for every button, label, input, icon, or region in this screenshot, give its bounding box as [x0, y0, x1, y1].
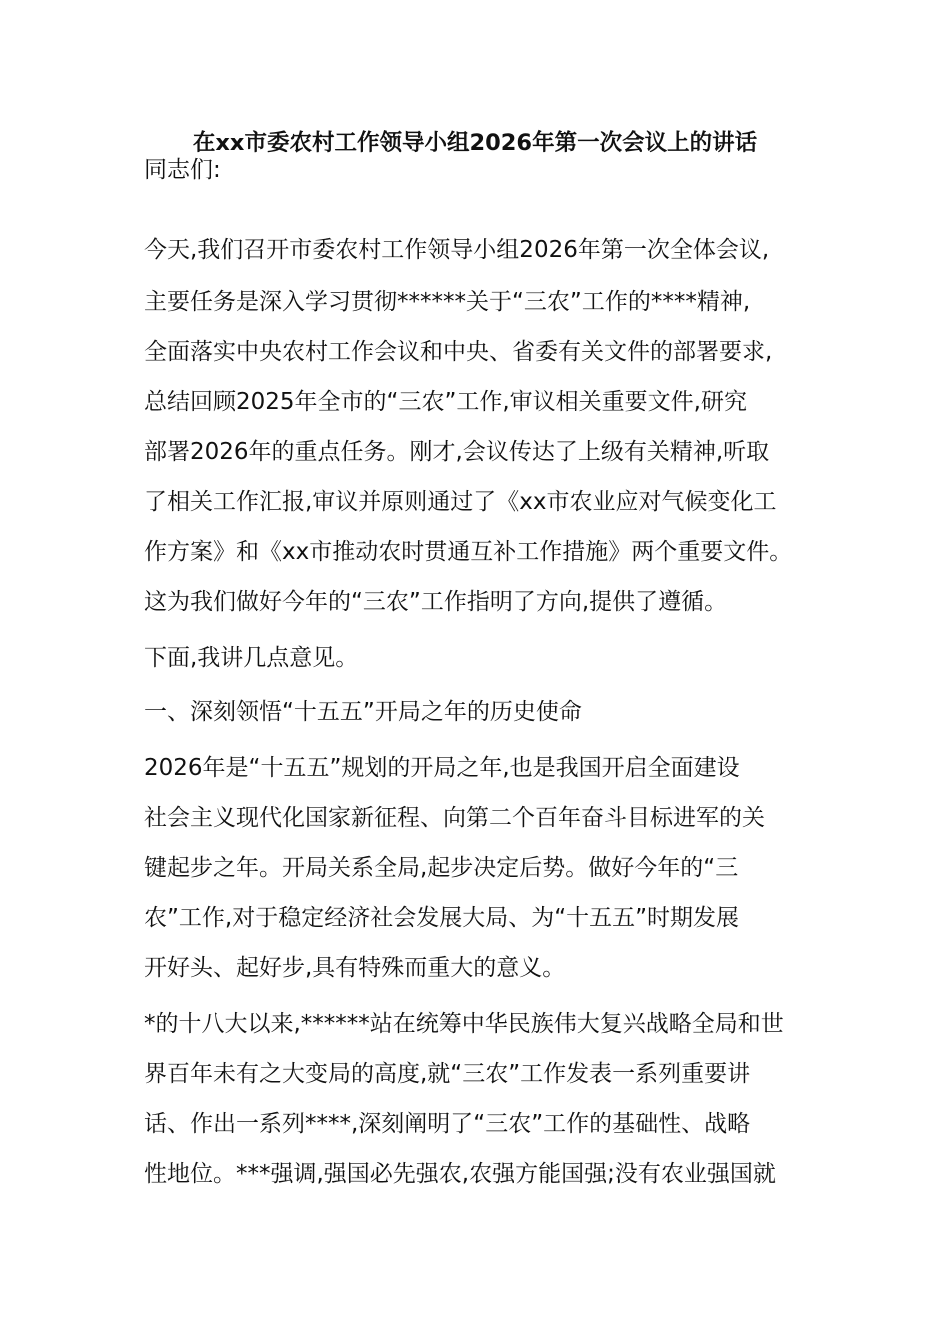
text-line: 这为我们做好今年的“三农”工作指明了方向,提供了遵循。 [144, 589, 728, 615]
text-line: 全面落实中央农村工作会议和中央、省委有关文件的部署要求, [144, 339, 773, 365]
text-line: 了相关工作汇报,审议并原则通过了《xx市农业应对气候变化工 [144, 489, 777, 515]
text-line: 部署2026年的重点任务。刚才,会议传达了上级有关精神,听取 [144, 439, 770, 465]
salutation-line: 同志们: [144, 157, 221, 183]
text-line: 性地位。***强调,强国必先强农,农强方能国强;没有农业强国就 [144, 1161, 776, 1187]
text-line: 键起步之年。开局关系全局,起步决定后势。做好今年的“三 [144, 855, 739, 881]
text-line: 主要任务是深入学习贯彻******关于“三农”工作的****精神, [144, 289, 751, 315]
text-line: 开好头、起好步,具有特殊而重大的意义。 [144, 955, 566, 981]
text-line: 总结回顾2025年全市的“三农”工作,审议相关重要文件,研究 [144, 389, 747, 415]
text-line: *的十八大以来,******站在统筹中华民族伟大复兴战略全局和世 [144, 1011, 784, 1037]
document-title: 在xx市委农村工作领导小组2026年第一次会议上的讲话 [192, 130, 758, 156]
section-heading: 一、深刻领悟“十五五”开局之年的历史使命 [144, 699, 582, 725]
text-line: 2026年是“十五五”规划的开局之年,也是我国开启全面建设 [144, 755, 740, 781]
text-line: 界百年未有之大变局的高度,就“三农”工作发表一系列重要讲 [144, 1061, 751, 1087]
text-line: 农”工作,对于稳定经济社会发展大局、为“十五五”时期发展 [144, 905, 740, 931]
text-line: 下面,我讲几点意见。 [144, 645, 359, 671]
text-line: 话、作出一系列****,深刻阐明了“三农”工作的基础性、战略 [144, 1111, 751, 1137]
text-line: 社会主义现代化国家新征程、向第二个百年奋斗目标进军的关 [144, 805, 765, 831]
text-line: 今天,我们召开市委农村工作领导小组2026年第一次全体会议, [144, 237, 770, 263]
text-line: 作方案》和《xx市推动农时贯通互补工作措施》两个重要文件。 [144, 539, 793, 565]
